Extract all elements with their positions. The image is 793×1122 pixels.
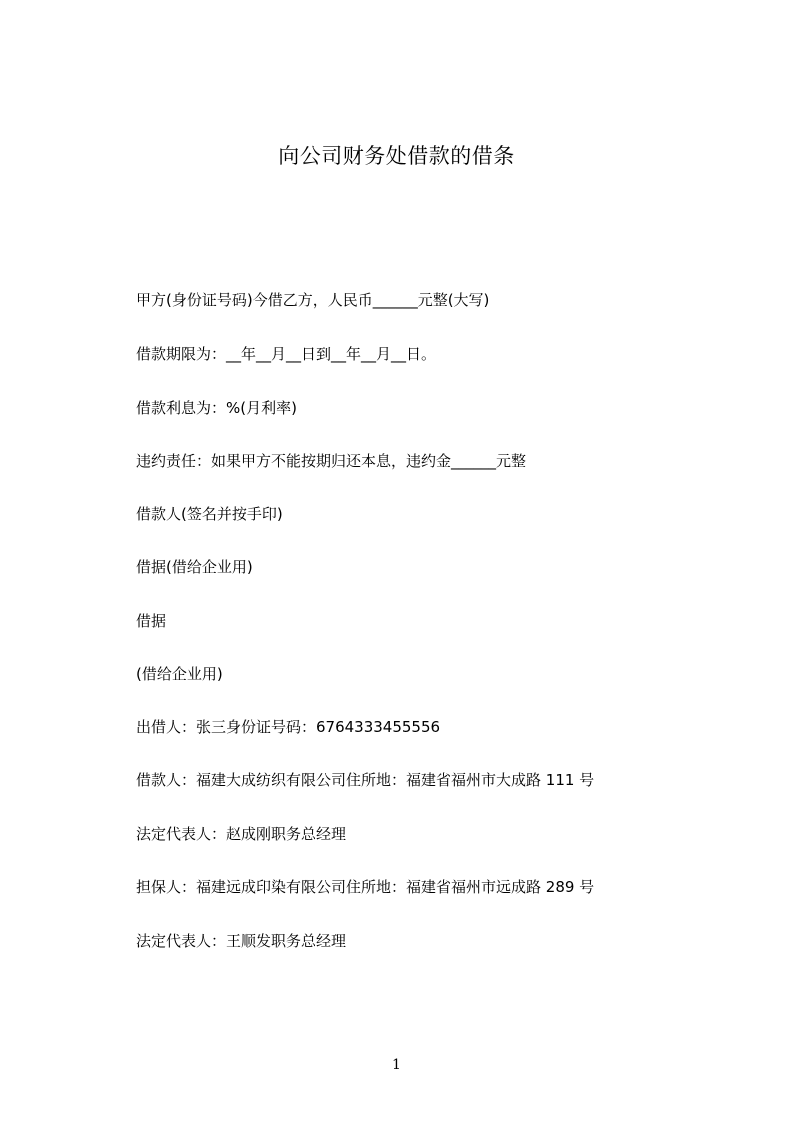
text-line-borrower-company: 借款人：福建大成纺织有限公司住所地：福建省福州市大成路 111 号: [136, 771, 595, 789]
text-line-legal-representative-2: 法定代表人：王顺发职务总经理: [136, 932, 347, 950]
text-line-lender: 出借人：张三身份证号码：6764333455556: [136, 718, 441, 736]
text-line-receipt: 借据: [136, 612, 167, 630]
text-line-guarantor: 担保人：福建远成印染有限公司住所地：福建省福州市远成路 289 号: [136, 878, 595, 896]
document-title: 向公司财务处借款的借条: [278, 144, 515, 168]
page-number: 1: [392, 1057, 401, 1073]
text-line-receipt-heading: 借据(借给企业用): [136, 558, 253, 576]
text-line-borrower-statement: 甲方(身份证号码)今借乙方，人民币______元整(大写): [136, 291, 490, 309]
text-line-default-liability: 违约责任：如果甲方不能按期归还本息，违约金______元整: [136, 452, 527, 470]
text-line-borrower-signature: 借款人(签名并按手印): [136, 505, 283, 523]
text-line-loan-term: 借款期限为：__年__月__日到__年__月__日。: [136, 345, 437, 363]
text-line-interest: 借款利息为：%(月利率): [136, 399, 297, 417]
text-line-receipt-note: (借给企业用): [136, 665, 223, 683]
text-line-legal-representative-1: 法定代表人：赵成刚职务总经理: [136, 825, 347, 843]
